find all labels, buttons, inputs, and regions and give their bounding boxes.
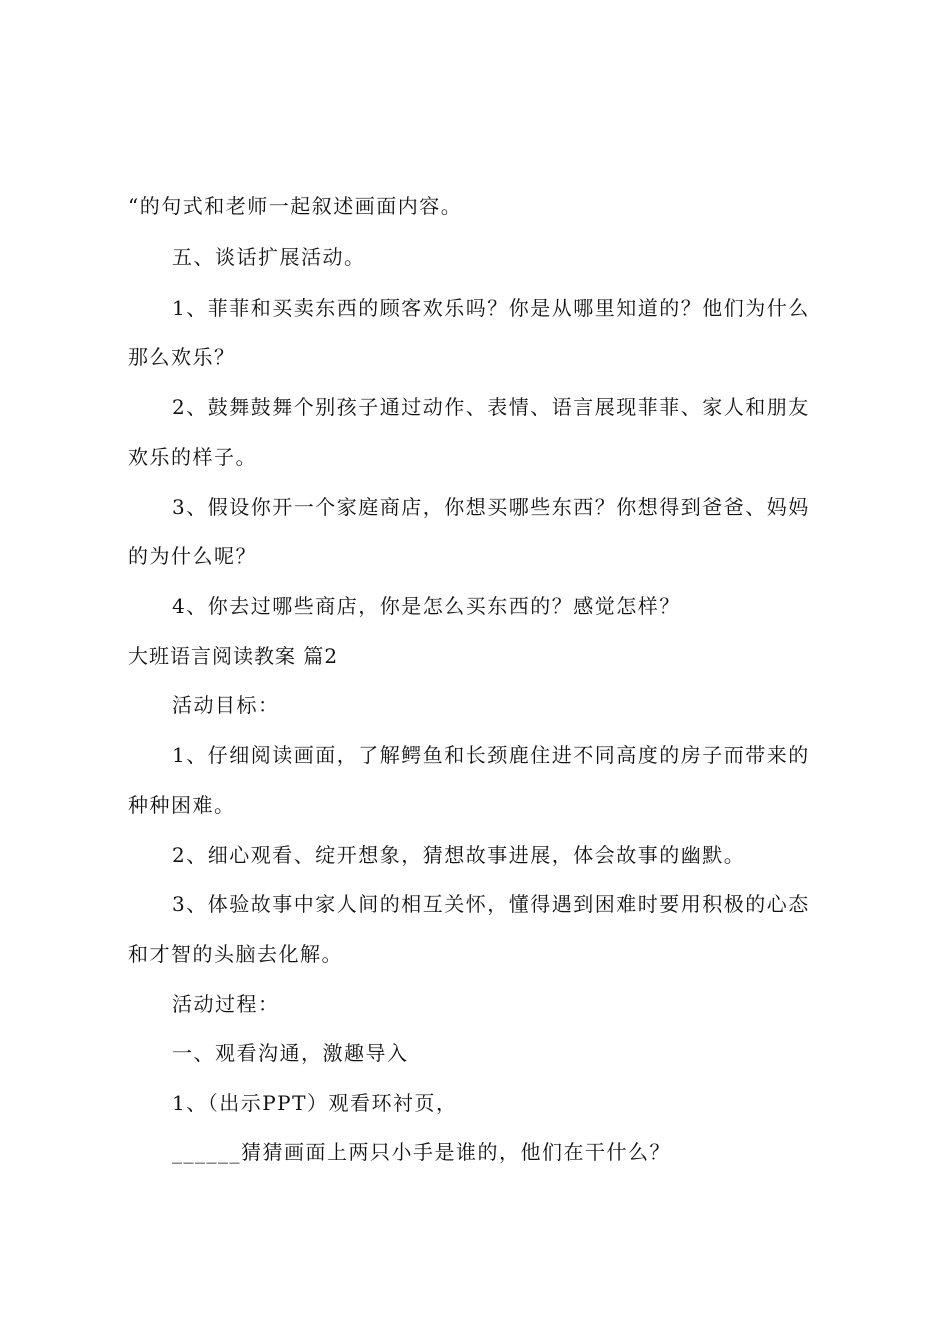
section-heading: 一、观看沟通，激趣导入	[172, 1041, 409, 1065]
paragraph-line: 3、假设你开一个家庭商店，你想买哪些东西？你想得到爸爸、妈妈	[172, 495, 810, 519]
paragraph-line: 4、你去过哪些商店，你是怎么买东西的？感觉怎样？	[172, 594, 681, 618]
paragraph-line: 2、鼓舞鼓舞个别孩子通过动作、表情、语言展现菲菲、家人和朋友	[172, 395, 810, 419]
lesson-title: 大班语言阅读教案 篇2	[128, 644, 339, 668]
paragraph-line: 和才智的头脑去化解。	[128, 942, 343, 966]
paragraph-line: 欢乐的样子。	[128, 445, 257, 469]
paragraph-line: “的句式和老师一起叙述画面内容。	[128, 194, 463, 218]
section-heading: 活动过程：	[172, 992, 280, 1016]
paragraph-line: 那么欢乐？	[128, 345, 236, 369]
section-heading: 五、谈话扩展活动。	[172, 245, 366, 269]
paragraph-line: 2、细心观看、绽开想象，猜想故事进展，体会故事的幽默。	[172, 843, 746, 867]
paragraph-line: ______猜猜画面上两只小手是谁的，他们在干什么？	[172, 1140, 671, 1164]
paragraph-line: 种种困难。	[128, 793, 236, 817]
paragraph-line: 3、体验故事中家人间的相互关怀，懂得遇到困难时要用积极的心态	[172, 892, 810, 916]
paragraph-line: 1、仔细阅读画面，了解鳄鱼和长颈鹿住进不同高度的房子而带来的	[172, 743, 810, 767]
paragraph-line: 的为什么呢？	[128, 544, 257, 568]
paragraph-line: 1、菲菲和买卖东西的顾客欢乐吗？你是从哪里知道的？他们为什么	[172, 296, 810, 320]
section-heading: 活动目标：	[172, 693, 280, 717]
paragraph-line: 1、（出示PPT）观看环衬页，	[172, 1091, 458, 1115]
